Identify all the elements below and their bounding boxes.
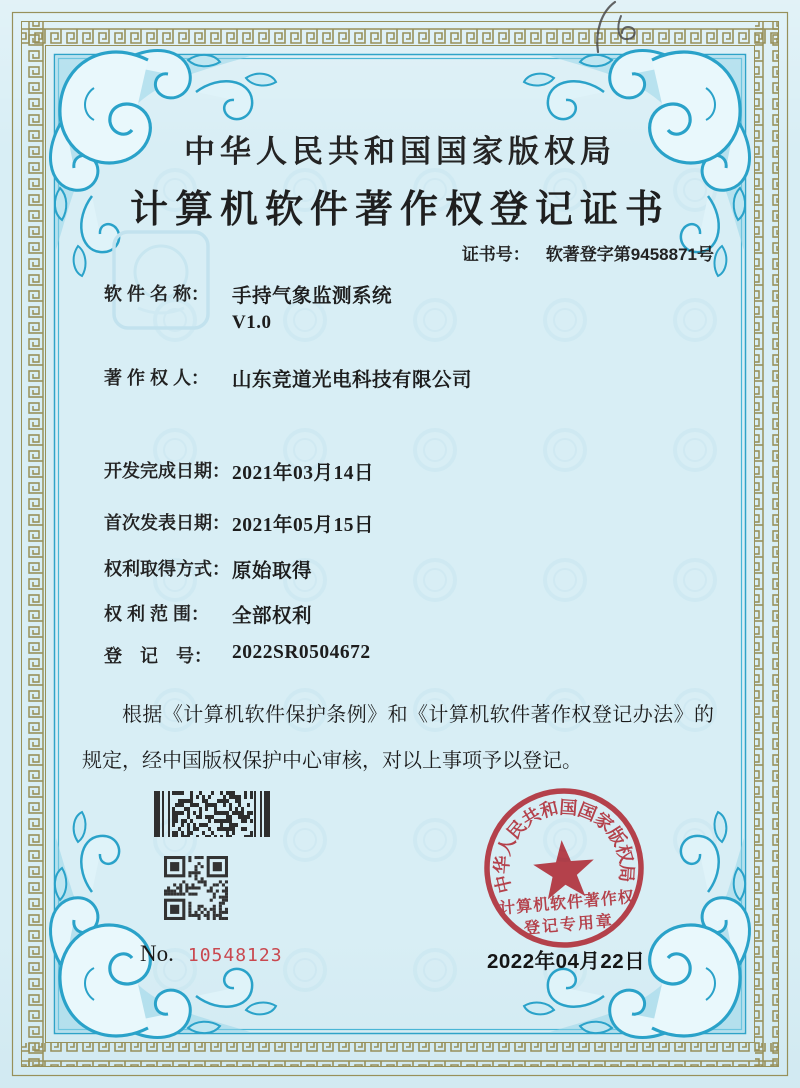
field-label: 著 作 权 人： xyxy=(104,368,210,388)
field-label: 软 件 名 称： xyxy=(104,284,210,304)
svg-text:民: 民 xyxy=(503,816,531,843)
field-copyright-owner xyxy=(104,364,472,392)
field-dev-complete-date xyxy=(104,457,374,485)
field-label: 首次发表日期： xyxy=(104,513,230,533)
field-software-name xyxy=(104,280,392,334)
serial-number xyxy=(140,941,283,967)
certificate-number-label: 证书号： xyxy=(461,245,530,264)
corner-flourish-bottom-left xyxy=(51,812,276,1037)
svg-text:家: 家 xyxy=(590,808,618,836)
barcode xyxy=(154,791,282,837)
field-rights-acquisition xyxy=(104,555,312,583)
seal-line2: 登记专用章 xyxy=(523,912,615,938)
svg-text:人: 人 xyxy=(494,833,520,859)
svg-text:共: 共 xyxy=(518,803,545,831)
greek-key-top xyxy=(22,22,778,45)
field-label: 权利取得方式： xyxy=(104,559,230,579)
seal-star xyxy=(531,837,597,900)
pen-mark xyxy=(575,0,655,60)
field-label: 登 记 号： xyxy=(104,646,212,666)
field-value: 2022SR0504672 xyxy=(232,642,371,663)
svg-text:中: 中 xyxy=(491,872,516,896)
field-label: 权 利 范 围： xyxy=(104,604,210,624)
field-value: 2021年05月15日 xyxy=(232,515,375,536)
field-value: 2021年03月14日 xyxy=(232,463,375,484)
issuing-authority: 中华人民共和国国家版权局 xyxy=(184,134,616,169)
serial-prefix: No. xyxy=(140,941,174,966)
field-rights-scope xyxy=(104,600,312,628)
certificate-number xyxy=(462,240,714,265)
software-version: V1.0 xyxy=(232,312,272,333)
field-value: 手持气象监测系统 V1.0 xyxy=(232,286,393,333)
svg-text:版: 版 xyxy=(603,823,630,850)
seal-line1: 计算机软件著作权 xyxy=(498,888,636,918)
qr-code xyxy=(164,856,228,920)
registration-statement: 根据《计算机软件保护条例》和《计算机软件著作权登记办法》的规定，经中国版权保护中心审核，对以上事项予以登记。 xyxy=(82,704,714,772)
field-value: 全部权利 xyxy=(232,606,313,627)
svg-text:国: 国 xyxy=(575,799,600,825)
field-first-publish-date xyxy=(104,509,374,537)
certificate-title: 计算机软件著作权登记证书 xyxy=(129,189,670,231)
svg-text:局: 局 xyxy=(615,863,637,883)
svg-text:华: 华 xyxy=(491,854,513,875)
svg-text:权: 权 xyxy=(612,842,637,866)
field-value: 山东竞道光电科技有限公司 xyxy=(232,370,473,391)
serial-digits: 10548123 xyxy=(187,945,283,966)
certificate-number-value: 软著登字第9458871号 xyxy=(545,245,714,264)
svg-text:和: 和 xyxy=(538,797,561,822)
field-value: 原始取得 xyxy=(232,561,313,582)
greek-key-bottom xyxy=(22,1043,778,1066)
field-registration-number xyxy=(104,642,371,668)
issue-date: 2022年04月22日 xyxy=(487,950,646,973)
svg-text:国: 国 xyxy=(558,797,579,819)
field-label: 开发完成日期： xyxy=(104,461,230,481)
